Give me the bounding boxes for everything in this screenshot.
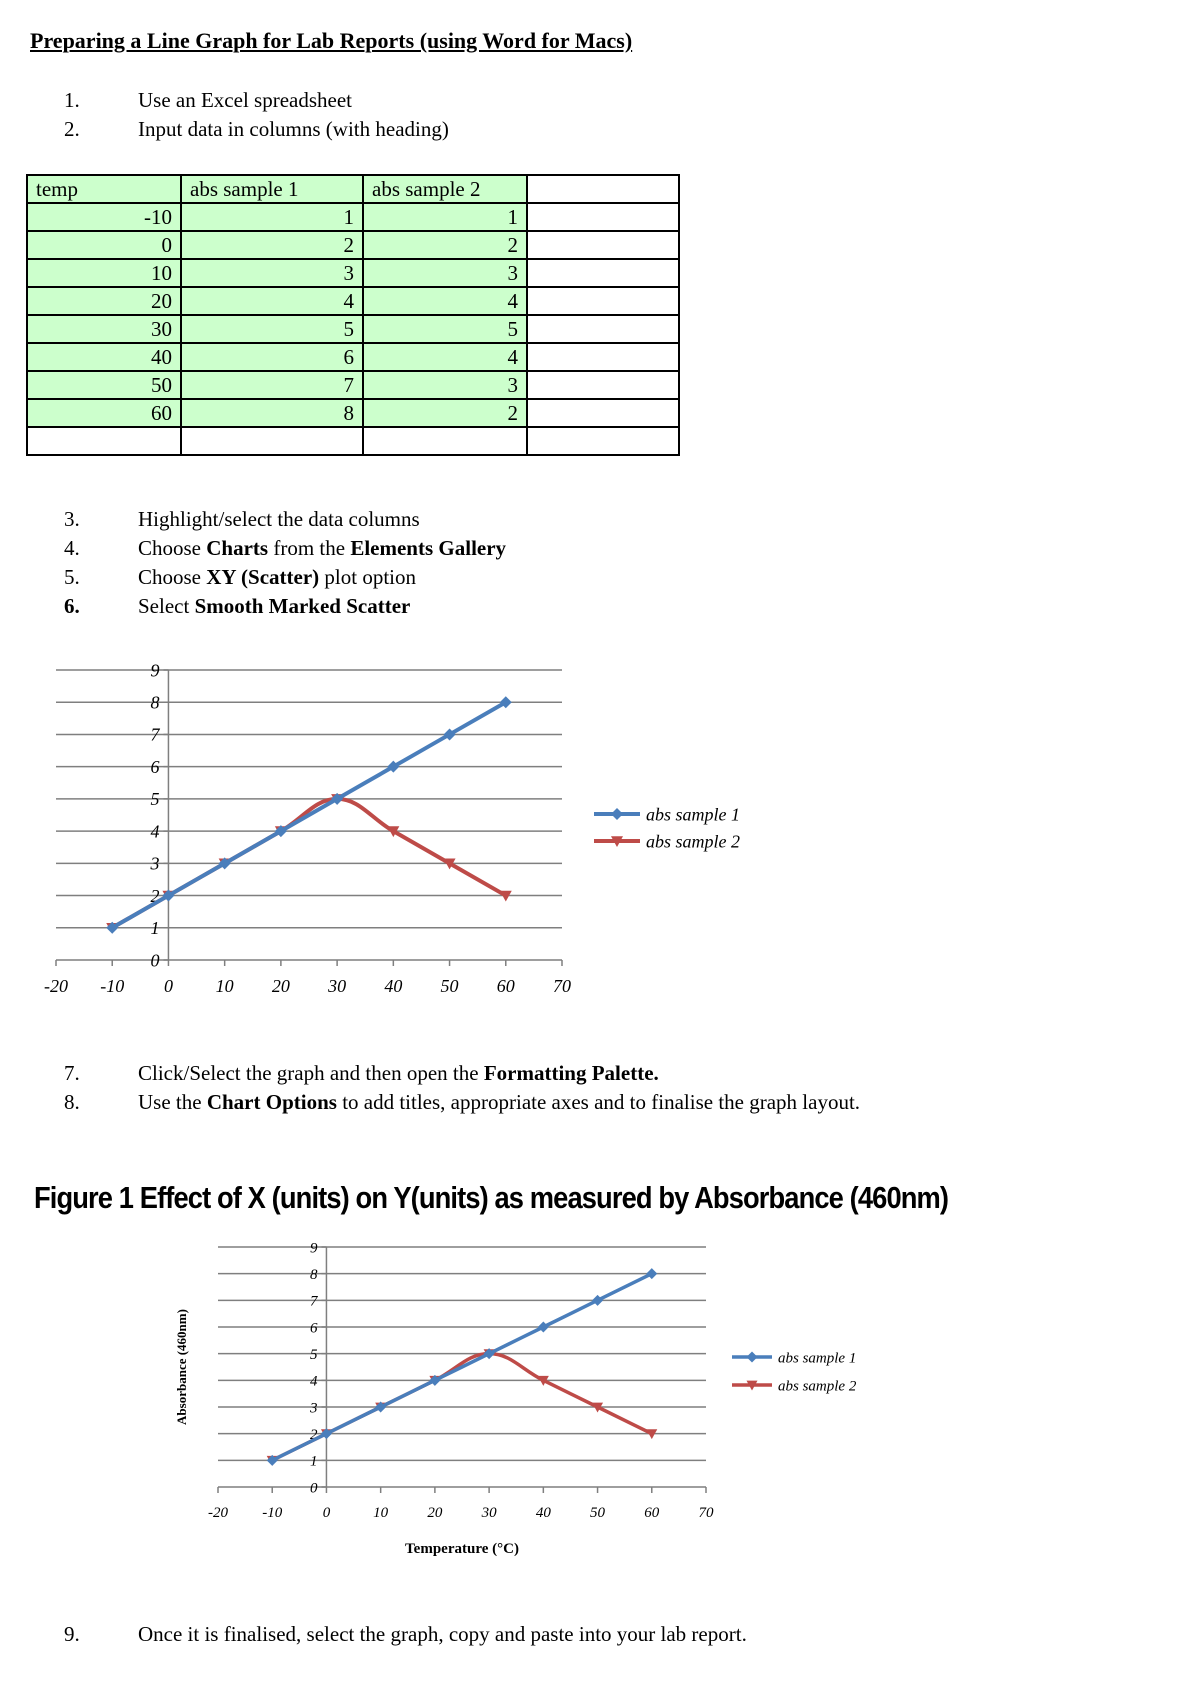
y-tick-label: 0: [150, 950, 160, 971]
step-text-part: Choose: [138, 536, 207, 560]
table-empty-cell: [527, 287, 679, 315]
x-tick-label: -20: [208, 1505, 228, 1521]
table-empty-cell: [527, 259, 679, 287]
data-point-marker: [646, 1268, 657, 1279]
data-table: [26, 174, 680, 456]
y-tick-label: 6: [150, 756, 160, 777]
table-empty-cell: [527, 203, 679, 231]
table-row: [27, 343, 679, 371]
x-tick-label: 30: [481, 1505, 497, 1521]
x-tick-label: 60: [644, 1505, 660, 1521]
y-tick-label: 1: [309, 1453, 318, 1470]
y-tick-label: 2: [150, 885, 160, 906]
table-empty-cell: [527, 427, 679, 455]
table-cell: 2: [363, 399, 527, 427]
y-tick-label: 3: [309, 1400, 318, 1417]
y-tick-label: 1: [150, 918, 160, 939]
step-bold-term: XY (Scatter): [206, 565, 320, 589]
table-cell: 2: [363, 231, 527, 259]
table-cell: 4: [363, 343, 527, 371]
x-tick-label: 10: [215, 976, 234, 996]
table-cell: 3: [363, 371, 527, 399]
step-text: Input data in columns (with heading): [138, 117, 449, 141]
step-text: Use an Excel spreadsheet: [138, 88, 352, 112]
step-number: 5.: [64, 565, 80, 589]
table-header-cell: temp: [27, 175, 181, 203]
x-tick-label: 0: [163, 976, 173, 996]
step-number: 2.: [64, 117, 80, 141]
x-tick-label: -10: [262, 1505, 283, 1521]
table-row: [27, 203, 679, 231]
x-tick-label: 60: [496, 976, 515, 996]
y-tick-label: 8: [309, 1266, 318, 1283]
x-tick-label: 0: [322, 1505, 331, 1521]
step-bold-term: Smooth Marked Scatter: [194, 594, 411, 618]
step-bold-term: Chart Options: [206, 1090, 337, 1114]
table-cell: -10: [27, 203, 181, 231]
step-text-part: to add titles, appropriate axes and to finalise the graph layout.: [336, 1090, 861, 1114]
legend-label: abs sample 2: [778, 1378, 857, 1395]
step-bold-term: Formatting Palette.: [483, 1061, 659, 1085]
step-number: 4.: [64, 536, 80, 560]
table-empty-cell: [527, 399, 679, 427]
legend-label: abs sample 2: [646, 831, 740, 852]
table-body: [27, 203, 679, 427]
table-empty-cell: [527, 371, 679, 399]
scatter-chart-1[interactable]: [0, 650, 800, 1010]
table-row: [27, 371, 679, 399]
table-header-cell: abs sample 2: [363, 175, 527, 203]
step-number: 3.: [64, 507, 80, 531]
y-tick-label: 5: [309, 1346, 318, 1363]
table-cell: 1: [181, 203, 363, 231]
table-row: [27, 287, 679, 315]
x-tick-label: 20: [271, 976, 290, 996]
table-row: [27, 315, 679, 343]
step-text-part: Choose: [138, 565, 207, 589]
step-text-part: from the: [268, 536, 351, 560]
table-cell: 5: [363, 315, 527, 343]
y-tick-label: 9: [309, 1240, 318, 1257]
table-empty-cell: [527, 231, 679, 259]
x-tick-label: 70: [553, 976, 571, 996]
step-number: 7.: [64, 1061, 80, 1085]
y-tick-label: 6: [309, 1320, 318, 1337]
table-cell: 3: [363, 259, 527, 287]
y-tick-label: 0: [309, 1480, 318, 1497]
table-cell: 4: [181, 287, 363, 315]
table-cell: 30: [27, 315, 181, 343]
document-title: Preparing a Line Graph for Lab Reports (using Word for Macs): [30, 28, 633, 53]
x-tick-label: 50: [590, 1505, 606, 1521]
x-axis-title: Temperature (°C): [405, 1541, 519, 1557]
step-number: 6.: [64, 594, 80, 618]
table-cell: 1: [363, 203, 527, 231]
y-tick-label: 7: [150, 724, 160, 745]
table-row: [27, 231, 679, 259]
table-row: [27, 259, 679, 287]
x-tick-label: 70: [698, 1505, 714, 1521]
y-tick-label: 2: [309, 1426, 318, 1443]
y-tick-label: 8: [150, 692, 160, 713]
step-text: [138, 505, 420, 534]
step-number: 9.: [64, 1622, 80, 1646]
table-cell: 0: [27, 231, 181, 259]
table-cell: 6: [181, 343, 363, 371]
step-text-part: plot option: [319, 565, 417, 589]
table-cell: 8: [181, 399, 363, 427]
step-number: 8.: [64, 1090, 80, 1114]
y-tick-label: 7: [309, 1293, 318, 1310]
table-header-cell: abs sample 1: [181, 175, 363, 203]
table-cell: 2: [181, 231, 363, 259]
x-tick-label: 40: [384, 976, 403, 996]
step-text-part: Highlight/select the data columns: [138, 507, 420, 531]
x-tick-label: 10: [373, 1505, 389, 1521]
step-text-part: Click/Select the graph and then open the: [138, 1061, 484, 1085]
x-tick-label: -20: [44, 976, 68, 996]
table-cell: 7: [181, 371, 363, 399]
table-cell: 10: [27, 259, 181, 287]
legend-label: abs sample 1: [646, 804, 740, 825]
table-cell: 40: [27, 343, 181, 371]
table-cell: 20: [27, 287, 181, 315]
table-cell: 4: [363, 287, 527, 315]
table-empty-cell: [27, 427, 181, 455]
y-tick-label: 3: [150, 853, 160, 874]
table-header-row: [27, 175, 679, 203]
table-cell: 3: [181, 259, 363, 287]
legend-label: abs sample 1: [778, 1350, 857, 1367]
table-cell: 5: [181, 315, 363, 343]
table-empty-cell: [363, 427, 527, 455]
step-text: [138, 534, 506, 563]
step-text: [138, 1059, 659, 1088]
table-cell: 60: [27, 399, 181, 427]
table-empty-cell: [527, 315, 679, 343]
table-row-empty: [27, 427, 679, 455]
table-cell: 50: [27, 371, 181, 399]
step-text: [138, 563, 416, 592]
y-tick-label: 5: [150, 789, 160, 810]
x-tick-label: 20: [427, 1505, 443, 1521]
data-point-marker: [747, 1352, 758, 1363]
data-point-marker: [592, 1295, 603, 1306]
y-axis-title: Absorbance (460nm): [174, 1309, 189, 1425]
step-text: [138, 592, 410, 621]
x-tick-label: 50: [440, 976, 459, 996]
table-row: [27, 399, 679, 427]
figure-title: Figure 1 Effect of X (units) on Y(units) as measured by Absorbance (460nm): [34, 1180, 949, 1215]
scatter-chart-2[interactable]: [0, 1225, 900, 1565]
table-empty-cell: [181, 427, 363, 455]
step-text-part: Select: [138, 594, 195, 618]
step-text-part: Use the: [138, 1090, 207, 1114]
step-bold-term: Elements Gallery: [350, 536, 507, 560]
x-tick-label: 30: [328, 976, 347, 996]
step-bold-term: Charts: [206, 536, 269, 560]
y-tick-label: 4: [309, 1373, 318, 1390]
x-tick-label: 40: [535, 1505, 551, 1521]
data-point-marker: [611, 808, 623, 820]
table-empty-cell: [527, 175, 679, 203]
y-tick-label: 9: [150, 660, 160, 681]
step-text: Once it is finalised, select the graph, copy and paste into your lab report.: [138, 1622, 747, 1646]
step-text: [138, 1088, 860, 1117]
x-tick-label: -10: [100, 976, 125, 996]
y-tick-label: 4: [150, 821, 160, 842]
step-number: 1.: [64, 88, 80, 112]
table-empty-cell: [527, 343, 679, 371]
data-point-marker: [538, 1322, 549, 1333]
